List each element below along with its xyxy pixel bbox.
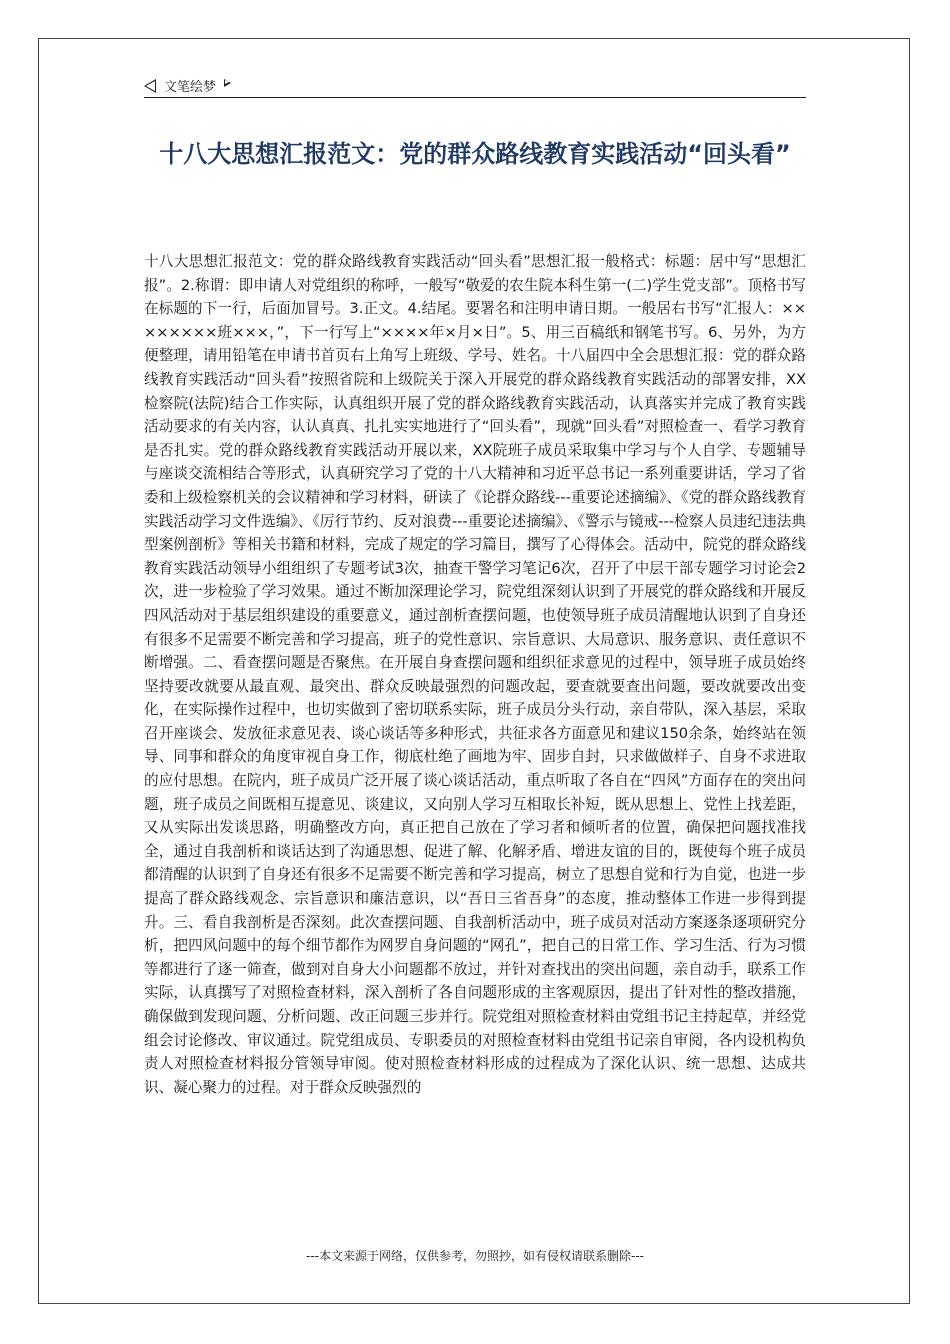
triangle-right-icon — [224, 79, 231, 87]
header-brand: 文笔绘梦 — [164, 80, 217, 95]
triangle-left-icon — [144, 79, 156, 93]
footer-disclaimer: ---本文来源于网络，仅供参考，勿照抄，如有侵权请联系删除--- — [306, 1249, 644, 1263]
document-body: 十八大思想汇报范文：党的群众路线教育实践活动“回头看”思想汇报一般格式：标题：居中写“思想汇报”。2.称谓：即申请人对党组织的称呼，一般写“敬爱的农生院本科生第一(二)学生党支部”。顶格书写在标题的下一行，后面加冒号。3.正文。4.结尾。要署名和注明申请日期。一般居右书写“汇报人：××××××××班×××，”，下一行写上“××××年×月×日”。5、用三百稿纸和钢笔书写。6、另外，为方便整理，请用铅笔在申请书首页右上角写上班级、学号、姓名。十八届四中全会思想汇报：党的群众路线教育实践活动“回头看”按照省院和上级院关于深入开展党的群众路线教育实践活动的部署安排，XX检察院(法院)结合工作实际，认真组织开展了党的群众路线教育实践活动，认真落实并完成了教育实践活动要求的有关内容，认认真真、扎扎实实地进行了“回头看”，现就“回头看”对照检查一、看学习教育是否扎实。党的群众路线教育实践活动开展以来，XX院班子成员采取集中学习与个人自学、专题辅导与座谈交流相结合等形式，认真研究学习了党的十八大精神和习近平总书记一系列重要讲话，学习了省委和上级检察机关的会议精神和学习材料，研读了《论群众路线---重要论述摘编》、《党的群众路线教育实践活动学习文件选编》、《厉行节约、反对浪费---重要论述摘编》、《警示与镜戒---检察人员违纪违法典型案例剖析》等相关书籍和材料，完成了规定的学习篇目，撰写了心得体会。活动中，院党的群众路线教育实践活动领导小组组织了专题考试3次，抽查干警学习笔记6次，召开了中层干部专题学习讨论会2次，进一步检验了学习效果。通过不断加深理论学习，院党组深刻认识到了开展党的群众路线和开展反四风活动对于基层组织建设的重要意义，通过剖析查摆问题，也使领导班子成员清醒地认识到了自身还有很多不足需要不断完善和学习提高，班子的党性意识、宗旨意识、大局意识、服务意识、责任意识不断增强。二、看查摆问题是否聚焦。在开展自身查摆问题和组织征求意见的过程中，领导班子成员始终坚持要改就要从最直观、最突出、群众反映最强烈的问题改起，要查就要查出问题，要改就要改出变化，在实际操作过程中，也切实做到了密切联系实际，班子成员分头行动，亲自带队，深入基层，采取召开座谈会、发放征求意见表、谈心谈话等多种形式，共征求各方面意见和建议150余条，始终站在领导、同事和群众的角度审视自身工作，彻底杜绝了画地为牢、固步自封，只求做做样子、自身不求进取的应付思想。在院内，班子成员广泛开展了谈心谈话活动，重点听取了各自在“四风”方面存在的突出问题，班子成员之间既相互提意见、谈建议，又向别人学习互相取长补短，既从思想上、党性上找差距，又从实际出发谈思路，明确整改方向，真正把自己放在了学习者和倾听者的位置，确保把问题找准找全，通过自我剖析和谈话达到了沟通思想、促进了解、化解矛盾、增进友谊的目的，既使每个班子成员都清醒的认识到了自身还有很多不足需要不断完善和学习提高，树立了思想自觉和行为自觉，也进一步提高了群众路线观念、宗旨意识和廉洁意识，以“吾日三省吾身”的态度，推动整体工作进一步得到提升。三、看自我剖析是否深刻。此次查摆问题、自我剖析活动中，班子成员对活动方案逐条逐项研究分析，把四风问题中的每个细节都作为网罗自身问题的“网孔”，把自己的日常工作、学习生活、行为习惯等都进行了逐一筛查，做到对自身大小问题都不放过，并针对查找出的突出问题，亲自动手，联系工作实际，认真撰写了对照检查材料，深入剖析了各自问题形成的主客观原因，提出了针对性的整改措施，确保做到发现问题、分析问题、改正问题三步并行。院党组对照检查材料由党组书记主持起草，并经党组会讨论修改、审议通过。院党组成员、专职委员的对照检查材料由党组书记亲自审阅，各内设机构负责人对照检查材料报分管领导审阅。使对照检查材料形成的过程成为了深化认识、统一思想、达成共识、凝心聚力的过程。对于群众反映强烈的 — [144, 253, 806, 1096]
document-title: 十八大思想汇报范文：党的群众路线教育实践活动“回头看” — [159, 140, 791, 168]
page-header — [144, 74, 806, 98]
